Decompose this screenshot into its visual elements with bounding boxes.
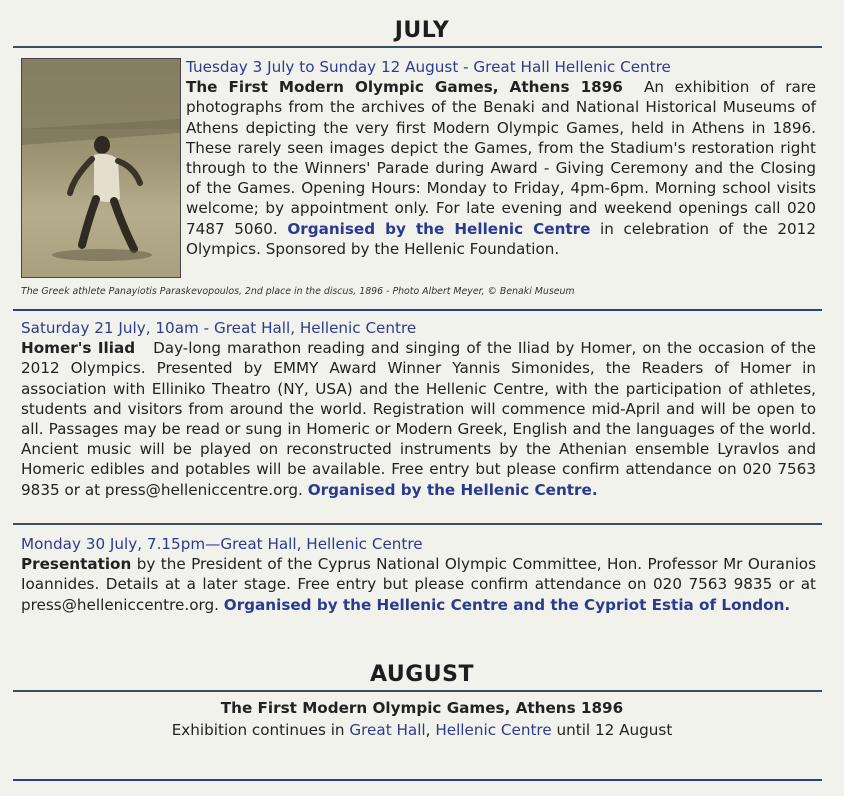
august-title: The First Modern Olympic Games, Athens 1896 <box>220 699 624 717</box>
event2-date: Saturday 21 July, 10am - Great Hall, Hellenic Centre <box>21 319 417 337</box>
event1-text: An exhibition of rare photographs from the archives of the Benaki and National Historical Museums of Athens depicting the very first Modern Olympic Games, held in Athens in 1896. These rarely seen images depict the Games, from the Stadium's restoration right through to the Winners' Parade during Award - Giving Ceremony and the Closing of the Games. Opening Hours: Monday to Friday, 4pm-6pm. Morning school visits welcome; by appointment only. For late evening and weekend openings call 020 7487 5060. <box>186 78 816 238</box>
athlete-photo <box>21 58 181 278</box>
divider-1 <box>13 309 822 311</box>
event1-title: The First Modern Olympic Games, Athens 1896 <box>186 78 623 97</box>
event3-text: by the President of the Cyprus National Olympic Committee, Hon. Professor Mr Ouranios Ioannides. Details at a later stage. Free entry but please confirm attendance on 020 7563 9835 or at press@helleniccentre.org. <box>21 555 817 614</box>
event1-date: Tuesday 3 July to Sunday 12 August - Great Hall Hellenic Centre <box>186 58 671 76</box>
divider-2 <box>13 523 822 525</box>
event1-organiser: Organised by the Hellenic Centre <box>287 219 591 238</box>
august-line-post: until 12 August <box>556 721 673 739</box>
event2-organiser: Organised by the Hellenic Centre. <box>307 480 598 499</box>
august-place1: Great Hall <box>349 721 426 739</box>
event3-organiser: Organised by the Hellenic Centre and the Cypriot Estia of London. <box>223 595 791 614</box>
event-homers-iliad <box>21 318 816 500</box>
july-top-rule <box>13 46 822 48</box>
event2-body <box>21 338 816 500</box>
athlete-silhouette-icon <box>22 59 180 277</box>
august-line: Exhibition continues in Great Hall, Hellenic Centre until 12 August <box>171 721 673 739</box>
july-heading: JULY <box>394 18 450 43</box>
event-presentation <box>21 534 816 615</box>
august-place2: Hellenic Centre <box>435 721 552 739</box>
event1-tail: in celebration of the 2012 Olympics. Sponsored by the Hellenic Foundation. <box>186 219 816 258</box>
august-top-rule <box>13 690 822 692</box>
event3-body <box>21 554 816 615</box>
event-olympic-exhibition <box>186 57 816 259</box>
august-heading: AUGUST <box>370 662 474 687</box>
event2-title: Homer's Iliad <box>21 339 136 358</box>
event3-title: Presentation <box>21 555 132 574</box>
event3-date: Monday 30 July, 7.15pm—Great Hall, Hellenic Centre <box>21 535 423 553</box>
august-event <box>0 697 844 741</box>
event2-text: Day-long marathon reading and singing of the Iliad by Homer, on the occasion of the 2012 Olympics. Presented by EMMY Award Winner Yannis Simonides, the Readers of Homer in association with Elliniko Theatro (NY, USA) and the Hellenic Centre, with the participation of athletes, students and visitors from around the world. Registration will commence mid-April and will be open to all. Passages may be read or sung in Homeric or Modern Greek, English and the languages of the world. Ancient music will be played on reconstructed instruments by the Athenian ensemble Lyravlos and Homeric edibles and potables will be available. Free entry but please confirm attendance on 020 7563 9835 or at press@helleniccentre.org. <box>21 339 816 499</box>
photo-caption: The Greek athlete Panayiotis Paraskevopoulos, 2nd place in the discus, 1896 - Photo Albert Meyer, © Benaki Museum <box>21 286 575 297</box>
august-line-pre: Exhibition continues in <box>171 721 345 739</box>
event1-body <box>186 77 816 259</box>
bottom-rule <box>13 779 822 781</box>
